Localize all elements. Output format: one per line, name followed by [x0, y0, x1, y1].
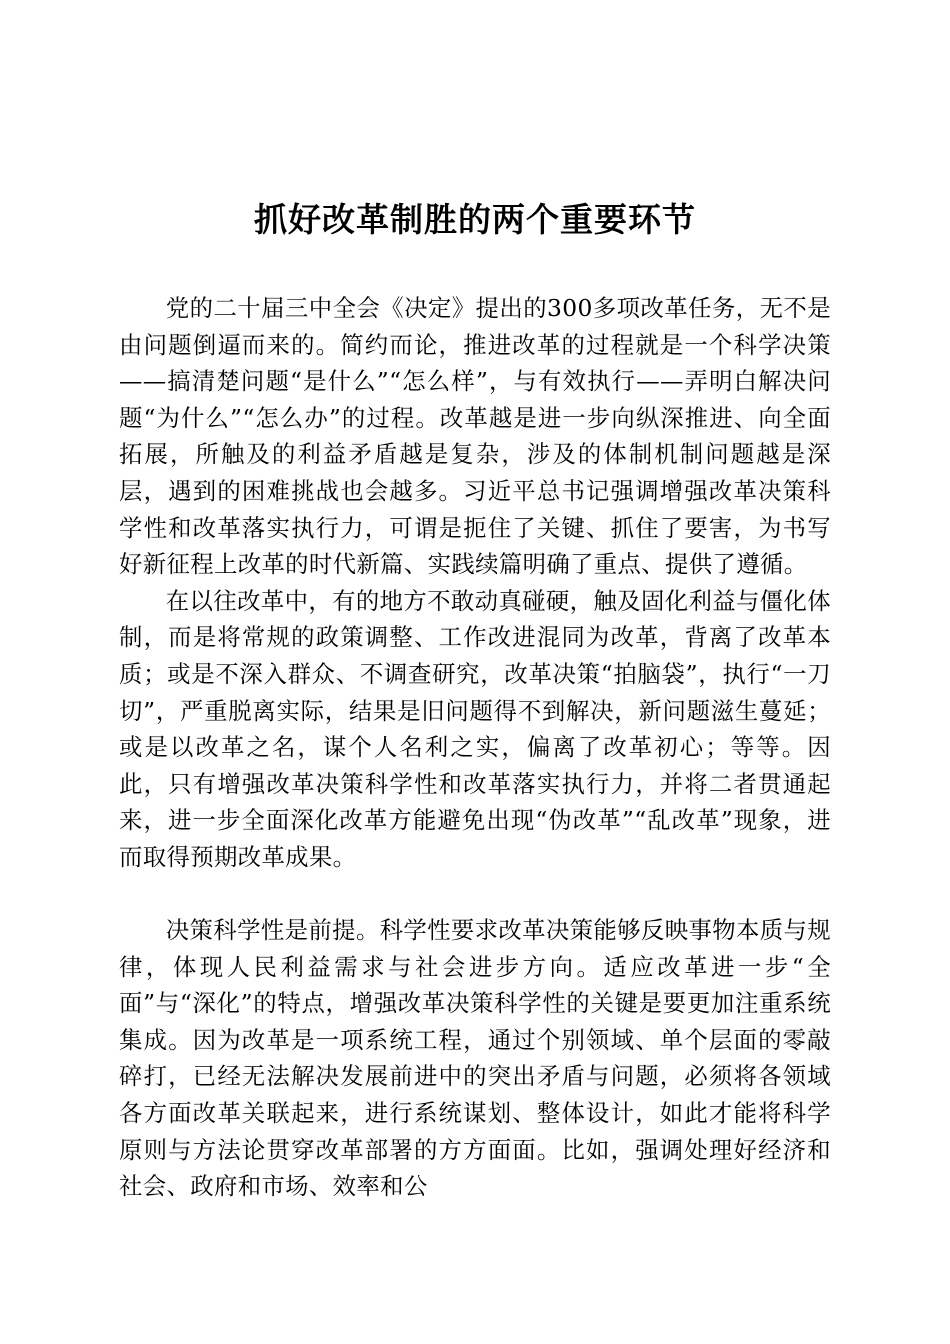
paragraph-2: 在以往改革中，有的地方不敢动真碰硬，触及固化利益与僵化体制，而是将常规的政策调整、工作改进混同为改革，背离了改革本质；或是不深入群众、不调查研究，改革决策“拍脑袋”，执行“一刀切”，严重脱离实际，结果是旧问题得不到解决，新问题滋生蔓延；或是以改革之名，谋个人名利之实，偏离了改革初心；等等。因此，只有增强改革决策科学性和改革落实执行力，并将二者贯通起来，进一步全面深化改革方能避免出现“伪改革”“乱改革”现象，进而取得预期改革成果。	[119, 586, 831, 871]
document-title: 抓好改革制胜的两个重要环节	[254, 200, 696, 239]
paragraph-3: 决策科学性是前提。科学性要求改革决策能够反映事物本质与规律，体现人民利益需求与社会进步方向。适应改革进一步“全面”与“深化”的特点，增强改革决策科学性的关键是要更加注重系统集成。因为改革是一项系统工程，通过个别领域、单个层面的零敲碎打，已经无法解决发展前进中的突出矛盾与问题，必须将各领域各方面改革关联起来，进行系统谋划、整体设计，如此才能将科学原则与方法论贯穿改革部署的方方面面。比如，强调处理好经济和社会、政府和市场、效率和公	[119, 916, 831, 1201]
document-body	[119, 290, 831, 1205]
paragraph-1: 党的二十届三中全会《决定》提出的300多项改革任务，无不是由问题倒逼而来的。简约而论，推进改革的过程就是一个科学决策——搞清楚问题“是什么”“怎么样”，与有效执行——弄明白解决问题“为什么”“怎么办”的过程。改革越是进一步向纵深推进、向全面拓展，所触及的利益矛盾越是复杂，涉及的体制机制问题越是深层，遇到的困难挑战也会越多。习近平总书记强调增强改革决策科学性和改革落实执行力，可谓是扼住了关键、抓住了要害，为书写好新征程上改革的时代新篇、实践续篇明确了重点、提供了遵循。	[119, 294, 831, 579]
